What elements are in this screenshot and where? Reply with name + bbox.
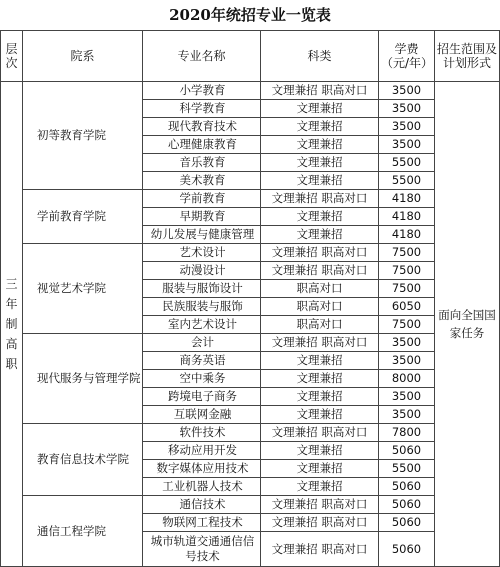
fee-cell: 3500 <box>379 82 435 100</box>
level-cell: 三年制高职 <box>1 82 23 567</box>
fee-cell: 4180 <box>379 226 435 244</box>
header-category: 科类 <box>261 31 379 82</box>
major-cell: 通信技术 <box>143 496 261 514</box>
major-cell: 艺术设计 <box>143 244 261 262</box>
table-body <box>1 82 500 567</box>
major-cell: 空中乘务 <box>143 370 261 388</box>
table-row <box>1 424 500 442</box>
college-cell: 学前教育学院 <box>23 190 143 244</box>
major-cell: 软件技术 <box>143 424 261 442</box>
college-cell: 初等教育学院 <box>23 82 143 190</box>
fee-cell: 3500 <box>379 406 435 424</box>
category-cell: 文理兼招 职高对口 <box>261 262 379 280</box>
category-cell: 文理兼招 <box>261 388 379 406</box>
category-cell: 文理兼招 <box>261 172 379 190</box>
fee-cell: 3500 <box>379 136 435 154</box>
category-cell: 文理兼招 职高对口 <box>261 190 379 208</box>
fee-cell: 3500 <box>379 388 435 406</box>
scope-cell: 面向全国国家任务 <box>435 82 500 567</box>
major-cell: 小学教育 <box>143 82 261 100</box>
header-fee: 学费（元/年） <box>379 31 435 82</box>
major-cell: 会计 <box>143 334 261 352</box>
category-cell: 文理兼招 <box>261 460 379 478</box>
category-cell: 文理兼招 <box>261 118 379 136</box>
major-cell: 城市轨道交通通信信号技术 <box>143 532 261 567</box>
major-cell: 跨境电子商务 <box>143 388 261 406</box>
category-cell: 职高对口 <box>261 280 379 298</box>
fee-cell: 3500 <box>379 352 435 370</box>
major-cell: 学前教育 <box>143 190 261 208</box>
major-cell: 科学教育 <box>143 100 261 118</box>
fee-cell: 5500 <box>379 154 435 172</box>
table-row <box>1 244 500 262</box>
fee-cell: 3500 <box>379 334 435 352</box>
category-cell: 文理兼招 <box>261 208 379 226</box>
college-cell: 现代服务与管理学院 <box>23 334 143 424</box>
category-cell: 文理兼招 <box>261 136 379 154</box>
category-cell: 文理兼招 职高对口 <box>261 244 379 262</box>
category-cell: 职高对口 <box>261 298 379 316</box>
fee-cell: 8000 <box>379 370 435 388</box>
fee-cell: 5500 <box>379 172 435 190</box>
category-cell: 文理兼招 <box>261 442 379 460</box>
major-cell: 美术教育 <box>143 172 261 190</box>
category-cell: 文理兼招 职高对口 <box>261 82 379 100</box>
major-cell: 早期教育 <box>143 208 261 226</box>
category-cell: 文理兼招 职高对口 <box>261 496 379 514</box>
table-row <box>1 334 500 352</box>
fee-cell: 4180 <box>379 190 435 208</box>
page-title: 2020年统招专业一览表 <box>169 6 331 24</box>
category-cell: 文理兼招 <box>261 406 379 424</box>
fee-cell: 7500 <box>379 316 435 334</box>
category-cell: 文理兼招 <box>261 370 379 388</box>
major-cell: 互联网金融 <box>143 406 261 424</box>
major-cell: 服装与服饰设计 <box>143 280 261 298</box>
category-cell: 文理兼招 <box>261 226 379 244</box>
major-cell: 民族服装与服饰 <box>143 298 261 316</box>
category-cell: 文理兼招 <box>261 352 379 370</box>
category-cell: 文理兼招 职高对口 <box>261 424 379 442</box>
fee-cell: 5060 <box>379 442 435 460</box>
fee-cell: 7800 <box>379 424 435 442</box>
fee-cell: 4180 <box>379 208 435 226</box>
header-level: 层次 <box>1 31 23 82</box>
college-cell: 教育信息技术学院 <box>23 424 143 496</box>
fee-cell: 3500 <box>379 100 435 118</box>
fee-cell: 3500 <box>379 118 435 136</box>
category-cell: 职高对口 <box>261 316 379 334</box>
table-row <box>1 496 500 514</box>
major-cell: 幼儿发展与健康管理 <box>143 226 261 244</box>
college-cell: 通信工程学院 <box>23 496 143 567</box>
header-row <box>1 31 500 82</box>
fee-cell: 7500 <box>379 280 435 298</box>
header-major: 专业名称 <box>143 31 261 82</box>
category-cell: 文理兼招 <box>261 100 379 118</box>
major-cell: 心理健康教育 <box>143 136 261 154</box>
category-cell: 文理兼招 <box>261 154 379 172</box>
fee-cell: 5060 <box>379 514 435 532</box>
enrollment-table <box>0 30 500 567</box>
college-cell: 视觉艺术学院 <box>23 244 143 334</box>
category-cell: 文理兼招 职高对口 <box>261 334 379 352</box>
category-cell: 文理兼招 职高对口 <box>261 532 379 567</box>
table-row <box>1 190 500 208</box>
major-cell: 现代教育技术 <box>143 118 261 136</box>
major-cell: 物联网工程技术 <box>143 514 261 532</box>
fee-cell: 5060 <box>379 478 435 496</box>
major-cell: 室内艺术设计 <box>143 316 261 334</box>
header-scope: 招生范围及计划形式 <box>435 31 500 82</box>
major-cell: 动漫设计 <box>143 262 261 280</box>
table-row <box>1 82 500 100</box>
major-cell: 商务英语 <box>143 352 261 370</box>
fee-cell: 5500 <box>379 460 435 478</box>
category-cell: 文理兼招 <box>261 478 379 496</box>
fee-cell: 5060 <box>379 496 435 514</box>
major-cell: 音乐教育 <box>143 154 261 172</box>
fee-cell: 5060 <box>379 532 435 567</box>
header-college: 院系 <box>23 31 143 82</box>
fee-cell: 7500 <box>379 262 435 280</box>
fee-cell: 7500 <box>379 244 435 262</box>
major-cell: 工业机器人技术 <box>143 478 261 496</box>
major-cell: 数字媒体应用技术 <box>143 460 261 478</box>
major-cell: 移动应用开发 <box>143 442 261 460</box>
category-cell: 文理兼招 职高对口 <box>261 514 379 532</box>
fee-cell: 6050 <box>379 298 435 316</box>
